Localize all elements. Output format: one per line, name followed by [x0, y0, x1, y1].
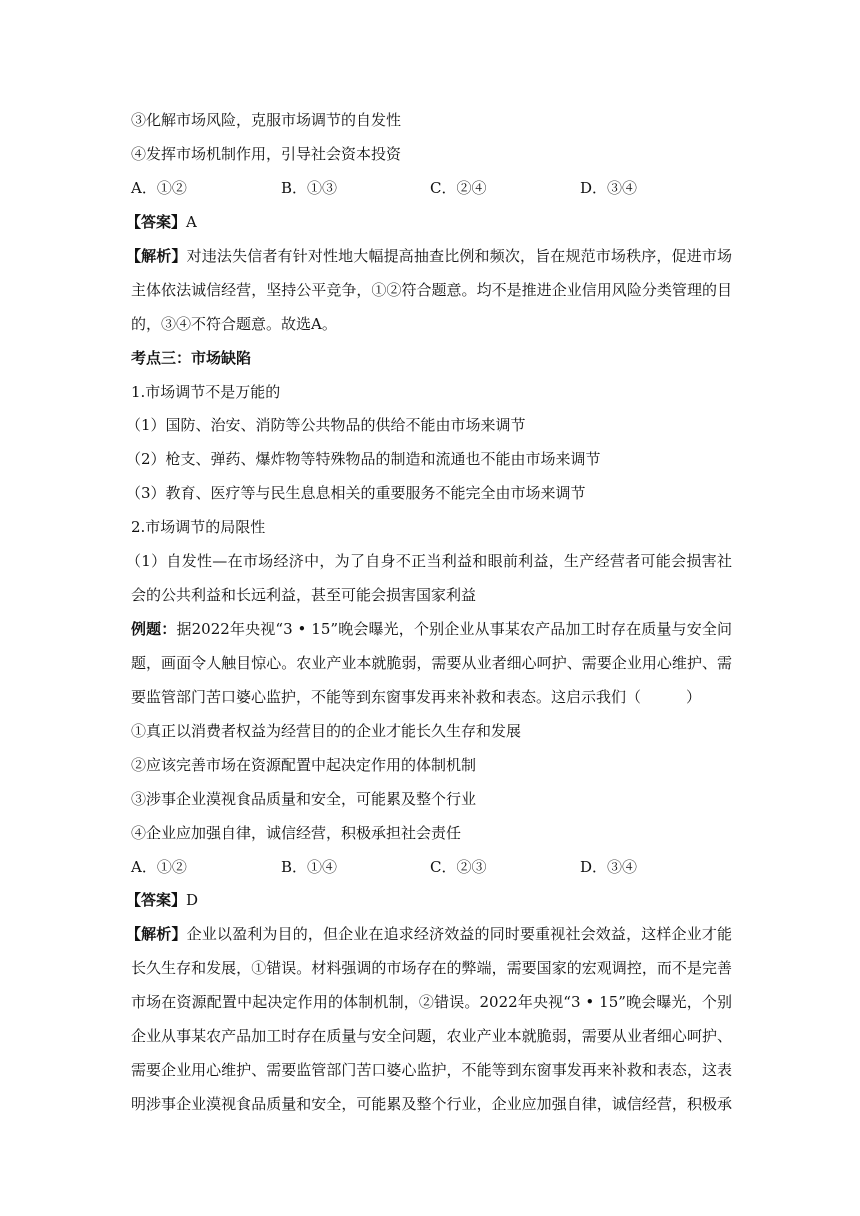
q2-question-line — [131, 618, 732, 640]
q2-option-b: B．①④ — [281, 858, 338, 876]
section-sub-1-item: （2）枪支、弹药、爆炸物等特殊物品的制造和流通也不能由市场来调节 — [126, 450, 601, 468]
q2-analysis-line: 明涉事企业漠视食品质量和安全，可能累及整个行业，企业应加强自律，诚信经营，积极承 — [131, 1095, 732, 1113]
answer-value: A — [186, 213, 197, 231]
q2-item-3: ③涉事企业漠视食品质量和安全，可能累及整个行业 — [131, 790, 477, 808]
analysis-text: 企业以盈利为目的，但企业在追求经济效益的同时要重视社会效益，这样企业才能 — [186, 925, 732, 943]
q2-answer — [126, 889, 732, 911]
q2-analysis-line: 需要企业用心维护、需要监管部门苦口婆心监护，不能等到东窗事发再来补救和表态，这表 — [131, 1061, 732, 1079]
q1-analysis-line — [126, 245, 732, 267]
section-sub-2: 2.市场调节的局限性 — [131, 518, 266, 536]
section-sub-1: 1.市场调节不是万能的 — [131, 383, 281, 401]
q1-item-3: ③化解市场风险，克服市场调节的自发性 — [131, 111, 402, 129]
analysis-label: 【解析】 — [126, 247, 187, 265]
section-sub-1-item: （3）教育、医疗等与民生息息相关的重要服务不能完全由市场来调节 — [126, 484, 586, 502]
q1-option-b: B．①③ — [281, 179, 338, 197]
analysis-text: 对违法失信者有针对性地大幅提高抽查比例和频次，旨在规范市场秩序，促进市场 — [186, 247, 732, 265]
q2-analysis-line: 市场在资源配置中起决定作用的体制机制，②错误。2022年央视“3 • 15”晚会曝光，个别 — [131, 993, 732, 1011]
q1-options — [131, 177, 691, 199]
answer-value: D — [186, 891, 199, 909]
q1-option-c: C．②④ — [430, 179, 487, 197]
q1-option-a: A．①② — [131, 179, 187, 197]
q1-item-4: ④发挥市场机制作用，引导社会资本投资 — [131, 145, 402, 163]
question-text: 据2022年央视“3 • 15”晚会曝光，个别企业从事某农产品加工时存在质量与安全问 — [176, 620, 732, 638]
q2-analysis-line: 长久生存和发展，①错误。材料强调的市场存在的弊端，需要国家的宏观调控，而不是完善 — [131, 959, 732, 977]
q2-analysis-line: 企业从事某农产品加工时存在质量与安全问题，农业产业本就脆弱，需要从业者细心呵护、 — [131, 1027, 732, 1045]
q2-item-1: ①真正以消费者权益为经营目的的企业才能长久生存和发展 — [131, 722, 522, 740]
q2-option-d: D．③④ — [580, 858, 638, 876]
q1-answer — [126, 211, 732, 233]
section-sub-1-item: （1）国防、治安、消防等公共物品的供给不能由市场来调节 — [126, 416, 526, 434]
q2-option-a: A．①② — [131, 858, 187, 876]
q2-analysis-line — [126, 923, 732, 945]
section-sub-2-line: 会的公共利益和长远利益，甚至可能会损害国家利益 — [131, 586, 477, 604]
q2-question-line: 要监管部门苦口婆心监护，不能等到东窗事发再来补救和表态。这启示我们（ ） — [131, 688, 702, 706]
q2-item-2: ②应该完善市场在资源配置中起决定作用的体制机制 — [131, 756, 477, 774]
analysis-label: 【解析】 — [126, 925, 187, 943]
q2-item-4: ④企业应加强自律，诚信经营，积极承担社会责任 — [131, 824, 462, 842]
example-label: 例题： — [131, 620, 177, 638]
q1-analysis-line: 主体依法诚信经营，坚持公平竞争，①②符合题意。均不是推进企业信用风险分类管理的目 — [131, 281, 732, 299]
q2-options — [131, 856, 691, 878]
answer-label: 【答案】 — [126, 213, 187, 231]
q1-analysis-line: 的，③④不符合题意。故选A。 — [131, 315, 337, 333]
answer-label: 【答案】 — [126, 891, 187, 909]
q2-option-c: C．②③ — [430, 858, 487, 876]
q1-option-d: D．③④ — [580, 179, 638, 197]
q2-question-line: 题，画面令人触目惊心。农业产业本就脆弱，需要从业者细心呵护、需要企业用心维护、需 — [131, 654, 732, 672]
section-heading: 考点三：市场缺陷 — [131, 349, 252, 367]
section-sub-2-line: （1）自发性—在市场经济中，为了自身不正当利益和眼前利益，生产经营者可能会损害社 — [126, 552, 732, 570]
